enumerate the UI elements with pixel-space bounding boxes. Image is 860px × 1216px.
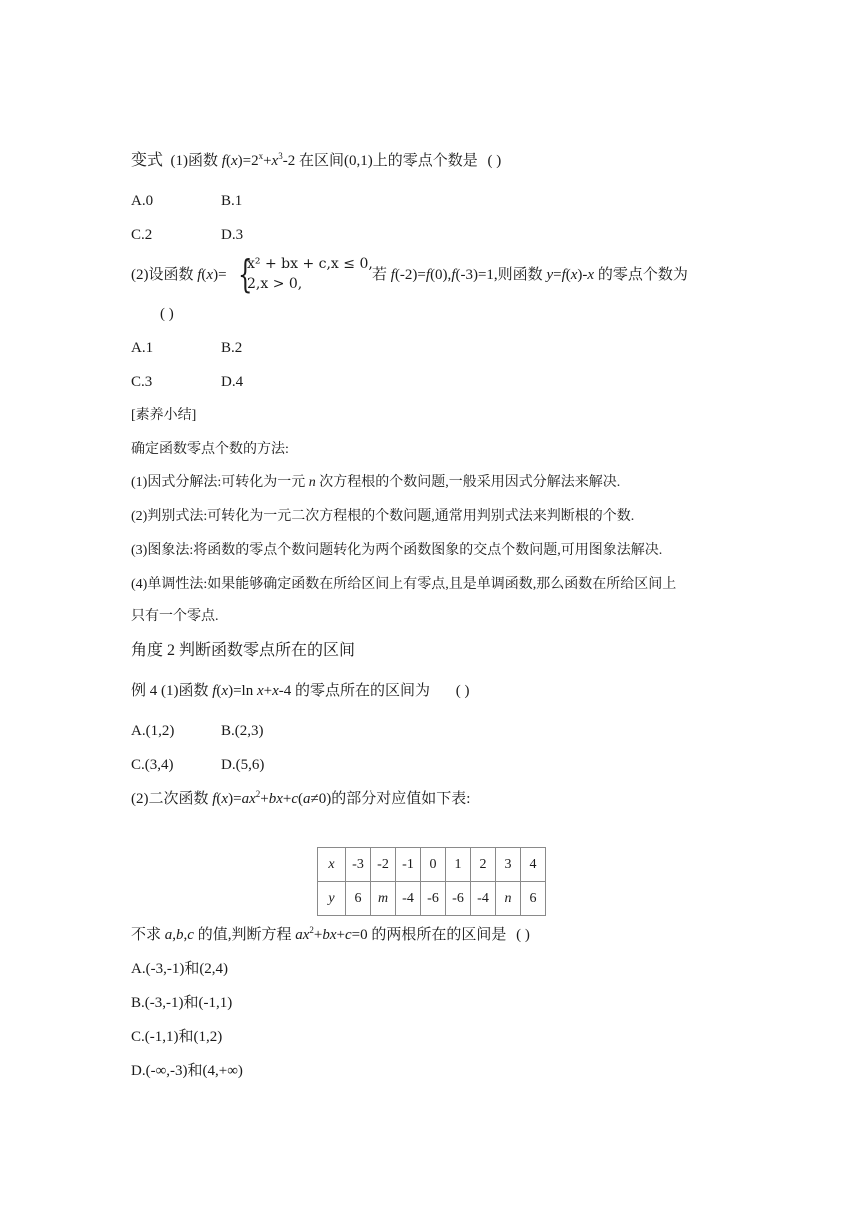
example4-q1-stem: 例 4 (1)函数 f(x)=ln x+x-4 的零点所在的区间为 ( ) bbox=[131, 683, 470, 699]
summary-method-1: (1)因式分解法:可转化为一元 n 次方程根的个数问题,一般采用因式分解法来解决. bbox=[131, 475, 621, 490]
option-b: B.(-3,-1)和(-1,1) bbox=[131, 995, 233, 1011]
case-2: 2,x > 0, bbox=[247, 276, 303, 292]
x-cell: 2 bbox=[471, 848, 496, 882]
y-cell: -4 bbox=[396, 882, 421, 916]
answer-paren: ( ) bbox=[516, 927, 530, 943]
option-b: B.1 bbox=[221, 193, 243, 209]
option-d: D.3 bbox=[221, 227, 244, 243]
y-cell: n bbox=[496, 882, 521, 916]
summary-method-4-cont: 只有一个零点. bbox=[131, 609, 219, 624]
option-d: D.(5,6) bbox=[221, 757, 265, 773]
x-cell: 1 bbox=[446, 848, 471, 882]
option-d: D.(-∞,-3)和(4,+∞) bbox=[131, 1063, 243, 1079]
table-row bbox=[318, 848, 546, 882]
option-b: B.(2,3) bbox=[221, 723, 264, 739]
y-cell: -4 bbox=[471, 882, 496, 916]
x-cell: 4 bbox=[521, 848, 546, 882]
answer-paren: ( ) bbox=[487, 153, 502, 169]
option-a: A.0 bbox=[131, 193, 154, 209]
summary-intro: 确定函数零点个数的方法: bbox=[131, 442, 289, 457]
case-1: x² + bx + c,x ≤ 0, bbox=[247, 256, 373, 272]
option-a: A.(1,2) bbox=[131, 723, 175, 739]
option-c: C.3 bbox=[131, 374, 153, 390]
example4-q2-stem: (2)二次函数 $f(x)=ax^2+bx+c(a\ne 0)$的部分对应值如下表: bbox=[131, 789, 471, 807]
y-cell: -6 bbox=[421, 882, 446, 916]
y-cell: 6 bbox=[521, 882, 546, 916]
option-a: A.(-3,-1)和(2,4) bbox=[131, 961, 229, 977]
y-cell: m bbox=[371, 882, 396, 916]
x-cell: -1 bbox=[396, 848, 421, 882]
y-cell: -6 bbox=[446, 882, 471, 916]
summary-method-2: (2)判别式法:可转化为一元二次方程根的个数问题,通常用判别式法来判断根的个数. bbox=[131, 509, 635, 524]
x-header: x bbox=[318, 848, 346, 882]
y-header: y bbox=[318, 882, 346, 916]
option-d: D.4 bbox=[221, 374, 244, 390]
x-cell: 0 bbox=[421, 848, 446, 882]
table-row bbox=[318, 882, 546, 916]
x-cell: 3 bbox=[496, 848, 521, 882]
summary-title: [素养小结] bbox=[131, 408, 197, 423]
variant-q2-stem-left: (2)设函数 f(x)= bbox=[131, 267, 227, 283]
x-cell: -2 bbox=[371, 848, 396, 882]
option-c: C.(-1,1)和(1,2) bbox=[131, 1029, 223, 1045]
y-cell: 6 bbox=[346, 882, 371, 916]
left-brace-icon: { bbox=[238, 252, 253, 296]
value-table bbox=[317, 847, 546, 916]
example4-q2-ask: 不求 a,b,c 的值,判断方程 $ax^2+bx+c=0$ 的两根所在的区间是 ( ) bbox=[131, 925, 530, 943]
option-b: B.2 bbox=[221, 340, 243, 356]
option-a: A.1 bbox=[131, 340, 154, 356]
piecewise-function bbox=[238, 254, 378, 294]
x-cell: -3 bbox=[346, 848, 371, 882]
summary-method-4: (4)单调性法:如果能够确定函数在所给区间上有零点,且是单调函数,那么函数在所给区间上 bbox=[131, 577, 677, 592]
answer-paren: ( ) bbox=[455, 683, 470, 699]
option-c: C.2 bbox=[131, 227, 153, 243]
option-c: C.(3,4) bbox=[131, 757, 174, 773]
section-heading: 角度 2 判断函数零点所在的区间 bbox=[131, 642, 356, 659]
summary-method-3: (3)图象法:将函数的零点个数问题转化为两个函数图象的交点个数问题,可用图象法解决. bbox=[131, 543, 663, 558]
answer-paren: ( ) bbox=[160, 306, 174, 322]
variant-q2-stem-right: 若 f(-2)=f(0),f(-3)=1,则函数 y=f(x)-x 的零点个数为 bbox=[372, 267, 688, 283]
variant-q1-stem: 变式 (1)函数 $f(x)=2^x+x^3-2$ 在区间(0,1)上的零点个数是 ( ) bbox=[131, 151, 502, 169]
